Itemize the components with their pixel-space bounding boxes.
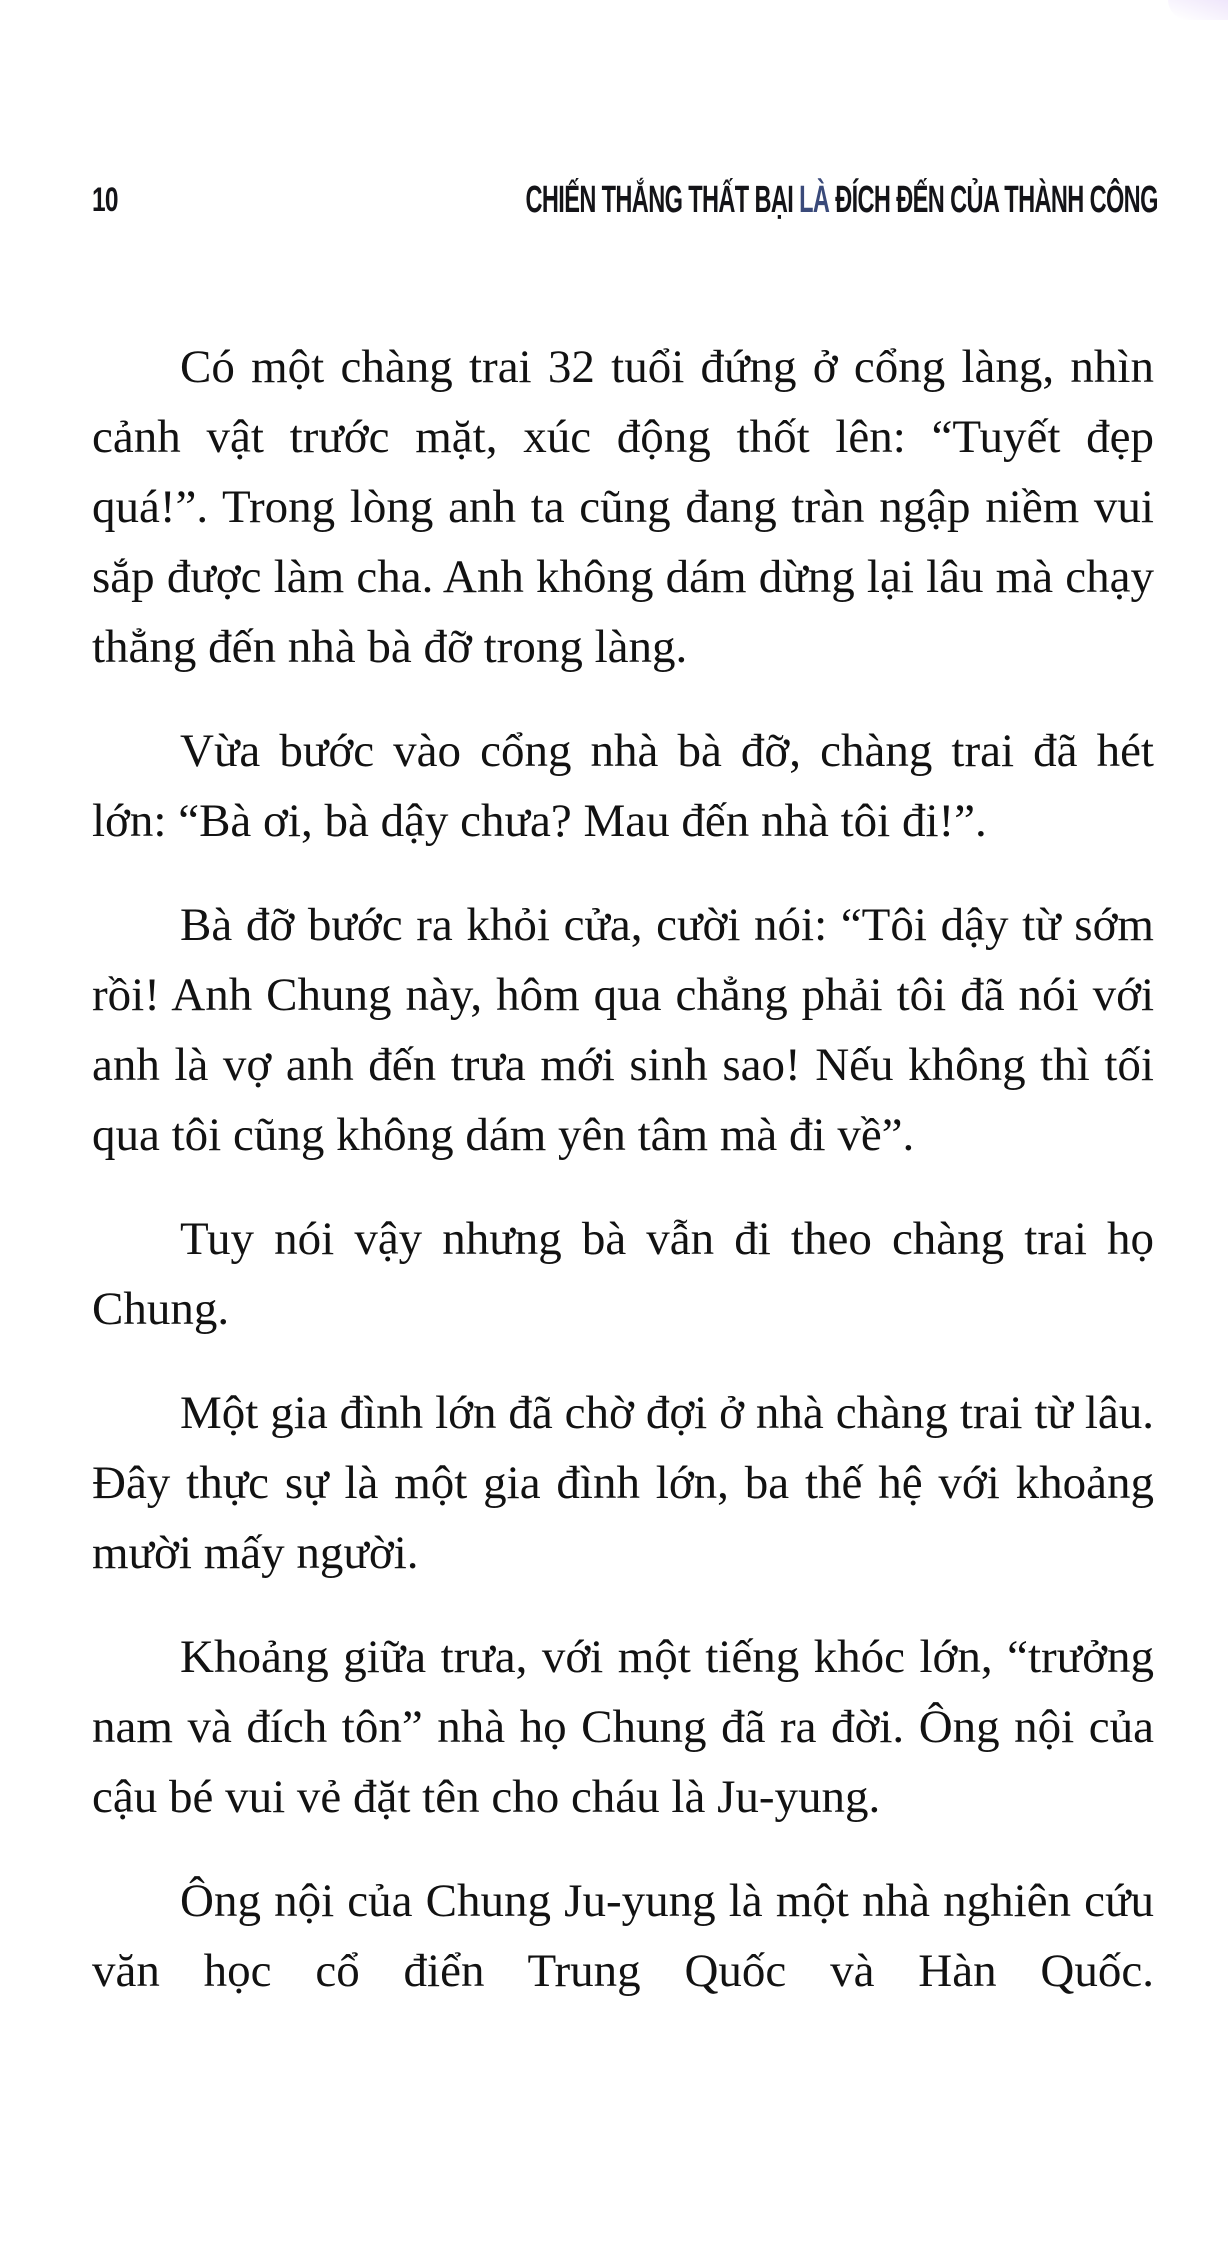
page-corner-shadow	[1168, 0, 1228, 20]
paragraph: Vừa bước vào cổng nhà bà đỡ, chàng trai đã hét lớn: “Bà ơi, bà dậy chưa? Mau đến nhà tôi đi!”.	[92, 725, 1154, 847]
book-title	[526, 179, 1158, 222]
page-body	[92, 332, 1154, 2040]
paragraph: Bà đỡ bước ra khỏi cửa, cười nói: “Tôi dậy từ sớm rồi! Anh Chung này, hôm qua chẳng phải tôi đã nói với anh là vợ anh đến trưa mới sinh sao! Nếu không thì tối qua tôi cũng không dám yên tâm mà đi về”.	[92, 899, 1154, 1161]
book-title-part-1: CHIẾN THẮNG THẤT BẠI	[525, 178, 800, 221]
paragraph: Một gia đình lớn đã chờ đợi ở nhà chàng trai từ lâu. Đây thực sự là một gia đình lớn, ba thế hệ với khoảng mười mấy người.	[92, 1387, 1154, 1579]
paragraph: Tuy nói vậy nhưng bà vẫn đi theo chàng trai họ Chung.	[92, 1213, 1154, 1335]
page-number: 10	[92, 180, 118, 219]
running-header	[92, 178, 1158, 222]
book-title-part-2: ĐÍCH ĐẾN CỦA THÀNH CÔNG	[829, 178, 1158, 221]
paragraph: Có một chàng trai 32 tuổi đứng ở cổng làng, nhìn cảnh vật trước mặt, xúc động thốt lên: “Tuyết đẹp quá!”. Trong lòng anh ta cũng đang tràn ngập niềm vui sắp được làm cha. Anh không dám dừng lại lâu mà chạy thẳng đến nhà bà đỡ trong làng.	[92, 341, 1154, 673]
paragraph: Ông nội của Chung Ju-yung là một nhà nghiên cứu văn học cổ điển Trung Quốc và Hàn Quốc.	[92, 1875, 1154, 1997]
book-title-accent: LÀ	[799, 178, 830, 221]
paragraph: Khoảng giữa trưa, với một tiếng khóc lớn, “trưởng nam và đích tôn” nhà họ Chung đã ra đời. Ông nội của cậu bé vui vẻ đặt tên cho cháu là Ju-yung.	[92, 1631, 1154, 1823]
